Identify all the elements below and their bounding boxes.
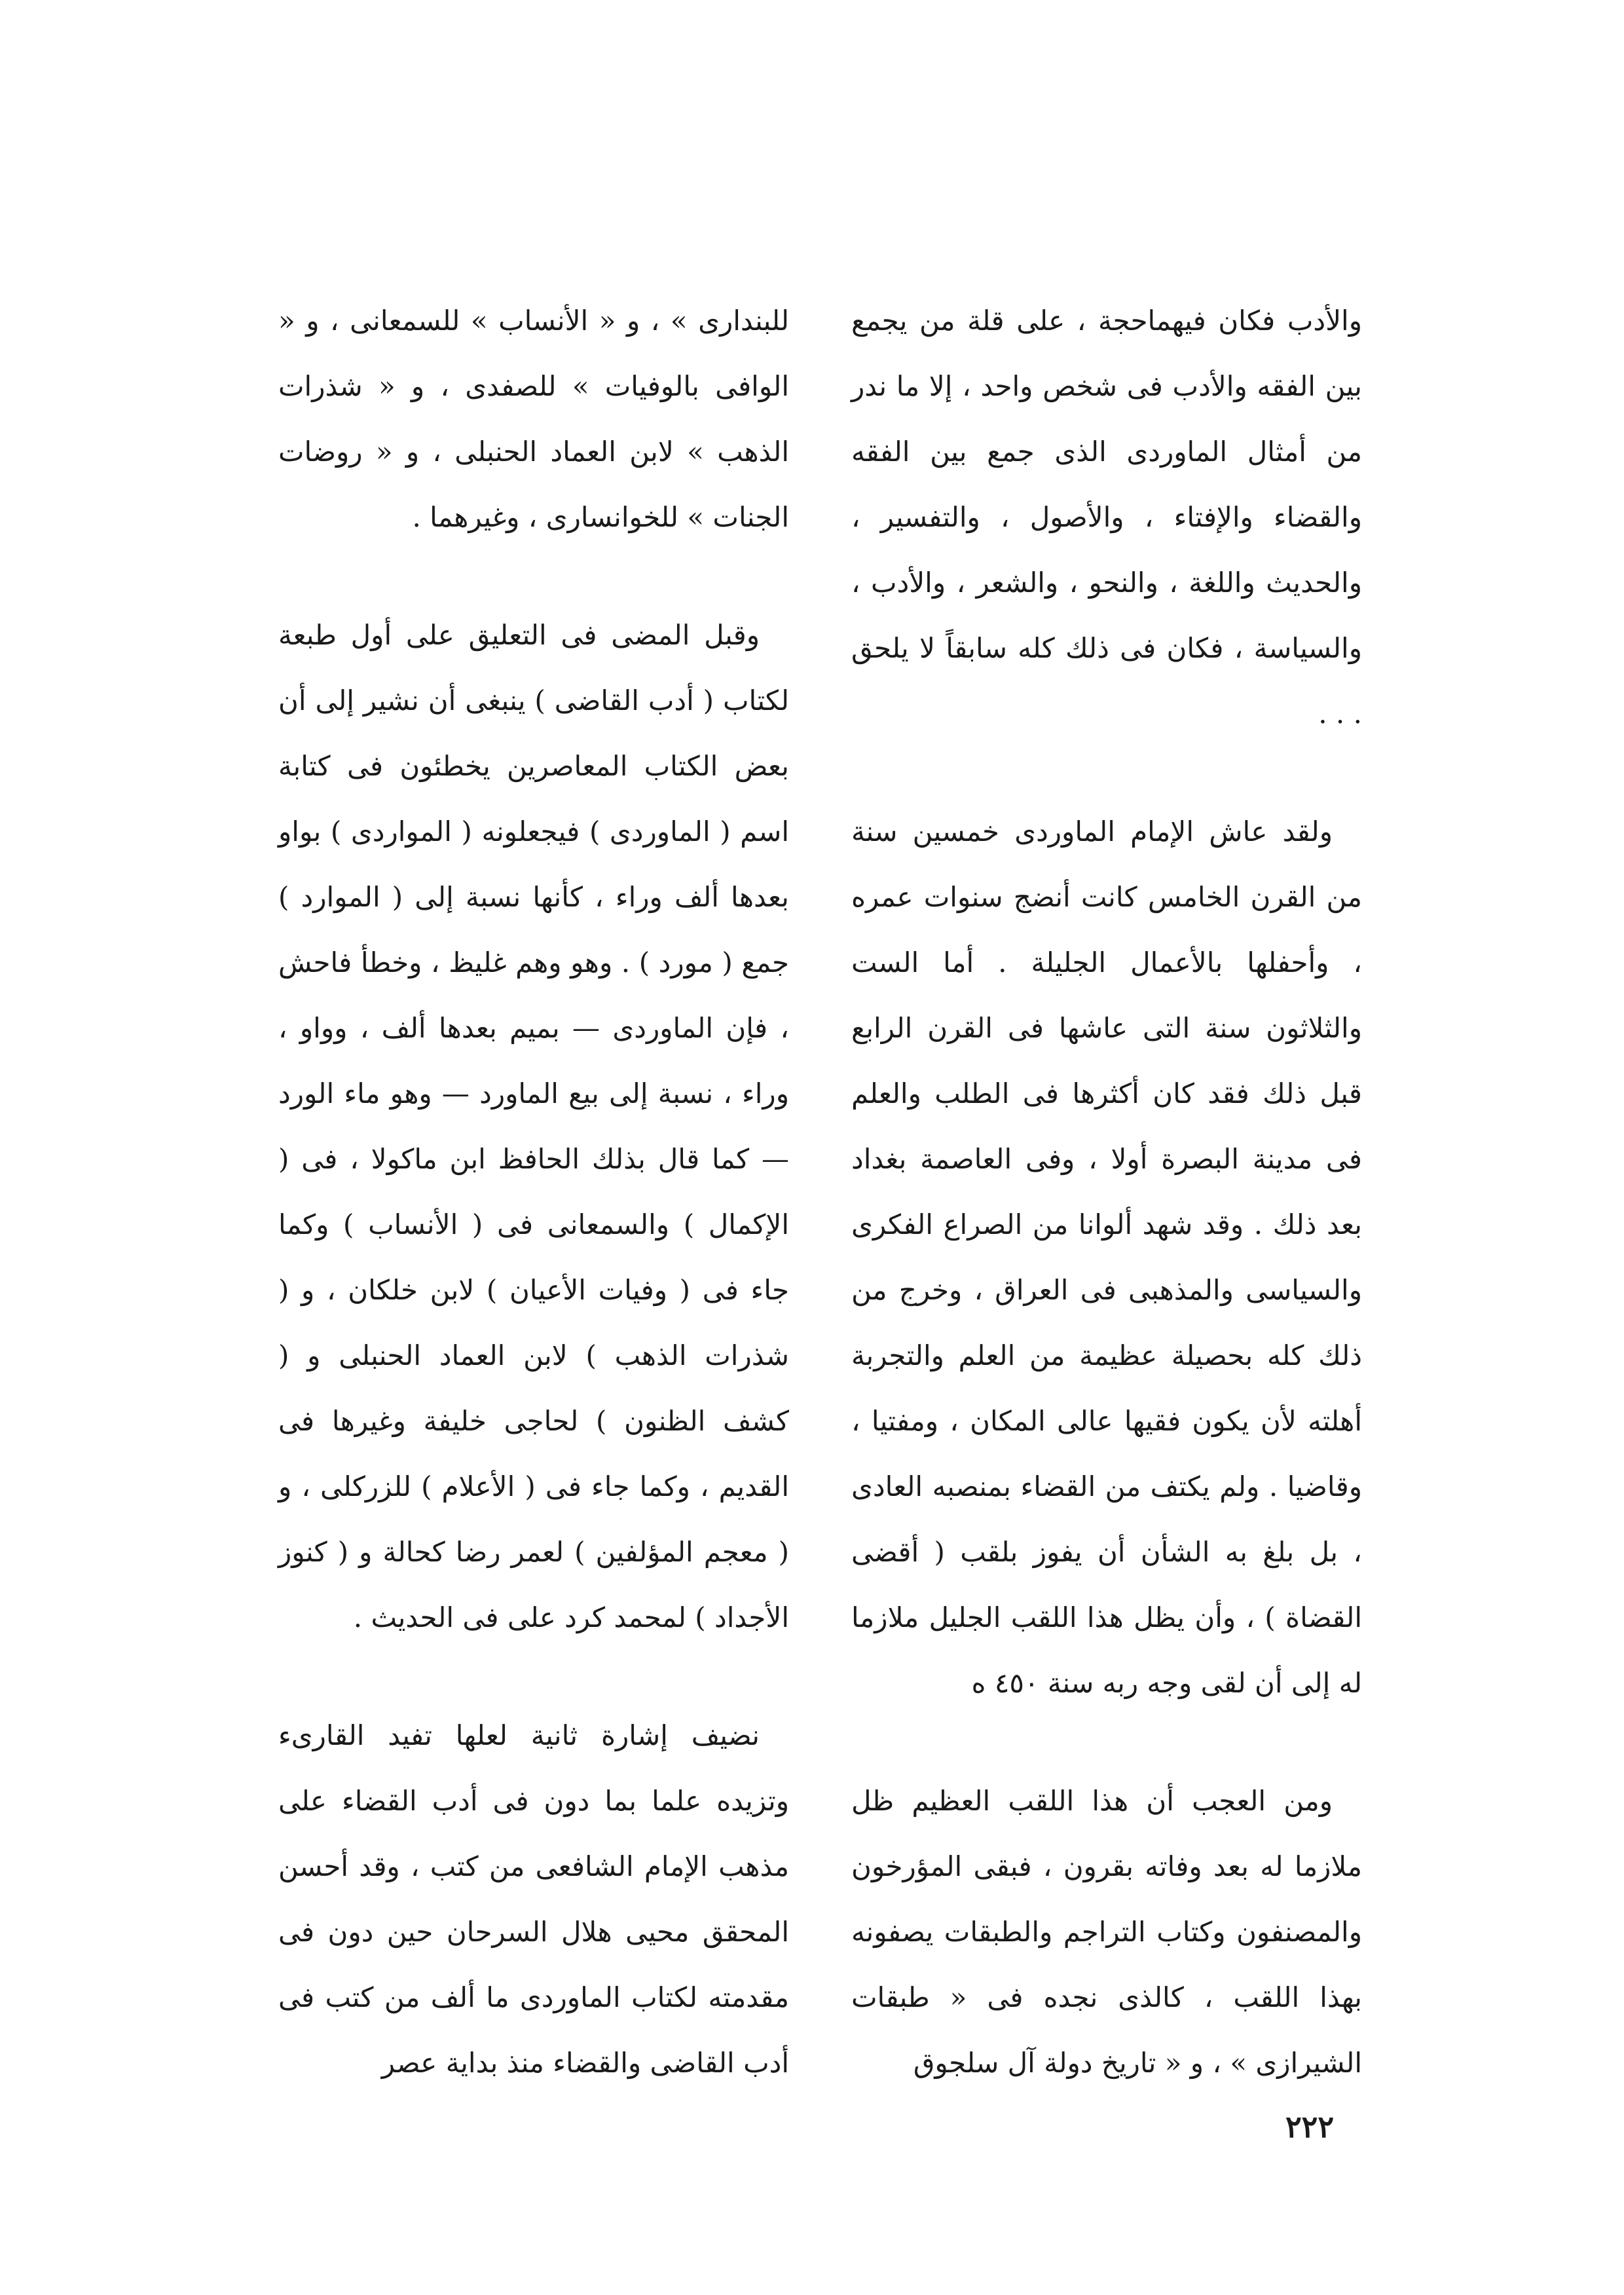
- left-paragraph-2: [278, 603, 789, 1651]
- paragraph-text: والأدب فكان فيهماحجة ، على قلة من يجمع بين الفقه والأدب فى شخص واحد ، إلا ما ندر من أمثال الماوردى الذى جمع بين الفقه والقضاء والإفتاء ، والأصول ، والتفسير ، والحديث واللغة ، والنحو ، والشعر ، والأدب ، والسياسة ، فكان فى ذلك كله سابقاً لا يلحق . . .: [851, 305, 1362, 730]
- right-paragraph-3: [851, 1768, 1362, 2096]
- right-paragraph-2: [851, 799, 1362, 1716]
- left-paragraph-3: [278, 1703, 789, 2096]
- left-paragraph-1: [278, 288, 789, 550]
- paragraph-text: ومن العجب أن هذا اللقب العظيم ظل ملازما له بعد وفاته بقرون ، فبقى المؤرخون والمصنفون وكتاب التراجم والطبقات يصفونه بهذا اللقب ، كالذى نجده فى « طبقات الشيرازى » ، و « تاريخ دولة آل سلجوق: [851, 1785, 1362, 2079]
- paragraph-text: ولقد عاش الإمام الماوردى خمسين سنة من القرن الخامس كانت أنضج سنوات عمره ، وأحفلها بالأعمال الجليلة . أما الست والثلاثون سنة التى عاشها فى القرن الرابع قبل ذلك فقد كان أكثرها فى الطلب والعلم فى مدينة البصرة أولا ، وفى العاصمة بغداد بعد ذلك . وقد شهد ألوانا من الصراع الفكرى والسياسى والمذهبى فى العراق ، وخرج من ذلك كله بحصيلة عظيمة من العلم والتجربة أهلته لأن يكون فقيها عالى المكان ، ومفتيا ، وقاضيا . ولم يكتف من القضاء بمنصبه العادى ، بل بلغ به الشأن أن يفوز بلقب ( أقضى القضاة ) ، وأن يظل هذا اللقب الجليل ملازما له إلى أن لقى وجه ربه سنة ٤٥٠ ه: [851, 815, 1362, 1699]
- right-column: [851, 288, 1362, 2148]
- paragraph-text: نضيف إشارة ثانية لعلها تفيد القارىء وتزيده علما بما دون فى أدب القضاء على مذهب الإمام الشافعى من كتب ، وقد أحسن المحقق محيى هلال السرحان حين دون فى مقدمته لكتاب الماوردى ما ألف من كتب فى أدب القاضى والقضاء منذ بداية عصر: [278, 1719, 789, 2079]
- right-paragraph-1: [851, 288, 1362, 747]
- left-column: [278, 288, 789, 2148]
- paragraph-text: للبندارى » ، و « الأنساب » للسمعانى ، و « الوافى بالوفيات » للصفدى ، و « شذرات الذهب » لابن العماد الحنبلى ، و « روضات الجنات » للخوانسارى ، وغيرهما .: [278, 305, 789, 533]
- paragraph-text: وقبل المضى فى التعليق على أول طبعة لكتاب ( أدب القاضى ) ينبغى أن نشير إلى أن بعض الكتاب المعاصرين يخطئون فى كتابة اسم ( الماوردى ) فيجعلونه ( المواردى ) بواو بعدها ألف وراء ، كأنها نسبة إلى ( الموارد ) جمع ( مورد ) . وهو وهم غليظ ، وخطأ فاحش ، فإن الماوردى — بميم بعدها ألف ، وواو ، وراء ، نسبة إلى بيع الماورد — وهو ماء الورد — كما قال بذلك الحافظ ابن ماكولا ، فى ( الإكمال ) والسمعانى فى ( الأنساب ) وكما جاء فى ( وفيات الأعيان ) لابن خلكان ، و ( شذرات الذهب ) لابن العماد الحنبلى و ( كشف الظنون ) لحاجى خليفة وغيرها فى القديم ، وكما جاء فى ( الأعلام ) للزركلى ، و ( معجم المؤلفين ) لعمر رضا كحالة و ( كنوز الأجداد ) لمحمد كرد على فى الحديث .: [278, 619, 789, 1633]
- page-number: ٢٢٢: [1285, 2109, 1335, 2144]
